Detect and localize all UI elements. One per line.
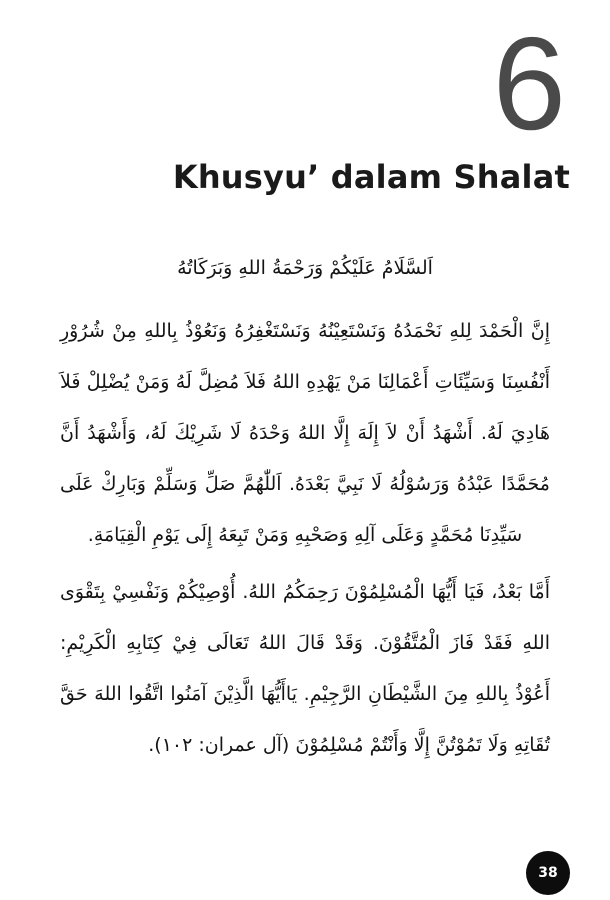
- amma-badu-paragraph: أَمَّا بَعْدُ، فَيَا أَيُّهَا الْمُسْلِمُوْنَ رَحِمَكُمُ اللهُ. أُوْصِيْكُمْ وَنَفْسِيْ بِتَقْوَى اللهِ فَقَدْ فَازَ الْمُتَّقُوْنَ. وَقَدْ قَالَ اللهُ تَعَالَى فِيْ كِتَابِهِ الْكَرِيْمِ: أَعُوْذُ بِاللهِ مِنَ الشَّيْطَانِ الرَّجِيْمِ. يَاأَيُّهَا الَّذِيْنَ آمَنُوا اتَّقُوا اللهَ حَقَّ تُقَاتِهِ وَلَا تَمُوْتُنَّ إِلَّا وَأَنْتُمْ مُسْلِمُوْنَ (آل عمران: ١٠٢).: [60, 581, 550, 756]
- opening-paragraph: إِنَّ الْحَمْدَ لِلهِ نَحْمَدُهُ وَنَسْتَعِيْنُهُ وَنَسْتَغْفِرُهُ وَنَعُوْذُ بِاللهِ مِنْ شُرُوْرِ أَنْفُسِنَا وَسَيِّئَاتِ أَعْمَالِنَا مَنْ يَهْدِهِ اللهُ فَلاَ مُضِلَّ لَهُ وَمَنْ يُضْلِلْ فَلاَ هَادِيَ لَهُ. أَشْهَدُ أَنْ لاَ إِلَهَ إِلَّا اللهُ وَحْدَهُ لَا شَرِيْكَ لَهُ، وَأَشْهَدُ أَنَّ مُحَمَّدًا عَبْدُهُ وَرَسُوْلُهُ لَا نَبِيَّ بَعْدَهُ. اَللّٰهُمَّ صَلِّ وَسَلِّمْ وَبَارِكْ عَلَى سَيِّدِنَا مُحَمَّدٍ وَعَلَى آلِهِ وَصَحْبِهِ وَمَنْ تَبِعَهُ إِلَى يَوْمِ الْقِيَامَةِ.: [60, 320, 550, 546]
- salam-greeting: اَلسَّلَامُ عَلَيْكُمْ وَرَحْمَةُ اللهِ وَبَرَكَاتُهُ: [177, 257, 433, 279]
- page-number-badge: 38: [526, 851, 570, 895]
- chapter-number: 6: [492, 10, 566, 157]
- arabic-body: [60, 248, 550, 777]
- chapter-title: Khusyu’ dalam Shalat: [172, 158, 570, 196]
